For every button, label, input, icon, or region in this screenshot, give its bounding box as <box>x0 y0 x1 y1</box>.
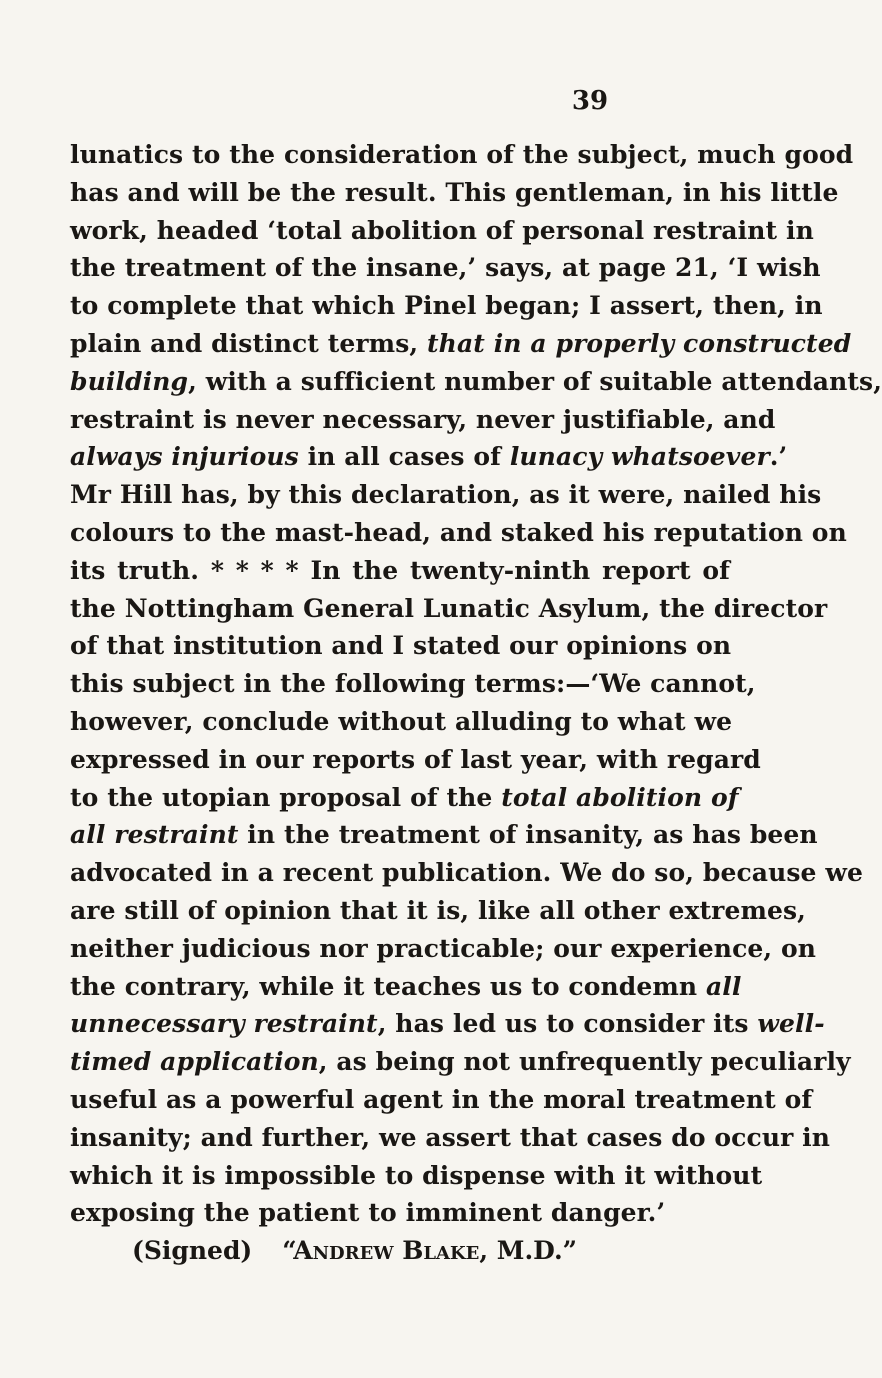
signed-label: (Signed) <box>132 1236 253 1266</box>
text-run: of that institution and I stated our opinions on <box>70 631 732 661</box>
text-run: .’ <box>769 442 788 472</box>
italic-text-run: well- <box>757 1009 825 1039</box>
text-run: , has led us to consider its <box>377 1009 758 1039</box>
text-line <box>70 287 823 325</box>
text-line <box>70 590 828 628</box>
text-line <box>70 136 854 174</box>
text-line <box>70 514 847 552</box>
text-line <box>70 968 742 1006</box>
text-run: useful as a powerful agent in the moral treatment of <box>70 1084 813 1114</box>
text-line <box>70 854 863 892</box>
italic-text-run: lunacy whatsoever <box>509 442 770 472</box>
text-line <box>70 930 817 968</box>
text-run: restraint is never necessary, never justifiable, and <box>70 404 776 434</box>
text-run: to complete that which Pinel began; I assert, then, in <box>70 291 823 321</box>
text-line <box>70 174 839 212</box>
text-run: its truth. * * * * In the twenty-ninth report of <box>70 555 730 585</box>
text-run: advocated in a recent publication. We do so, because we <box>70 858 863 888</box>
text-run: which it is impossible to dispense with it without <box>70 1160 763 1190</box>
text-line <box>70 1157 763 1195</box>
text-run: the Nottingham General Lunatic Asylum, the director <box>70 593 828 623</box>
text-run: plain and distinct terms, <box>70 328 428 358</box>
text-line <box>70 212 814 250</box>
italic-text-run: all <box>706 971 742 1001</box>
text-line <box>70 665 756 703</box>
text-line <box>70 1081 813 1119</box>
text-run: work, headed ‘total abolition of personal restraint in <box>70 215 814 245</box>
text-line <box>70 1005 825 1043</box>
text-run: exposing the patient to imminent danger.’ <box>70 1198 666 1228</box>
text-run: are still of opinion that it is, like all other extremes, <box>70 895 806 925</box>
body-text <box>70 136 882 1270</box>
text-line <box>70 363 882 401</box>
italic-text-run: that in a properly constructed <box>427 328 852 358</box>
text-run: , with a sufficient number of suitable attendants, <box>188 366 882 396</box>
text-run: lunatics to the consideration of the subject, much good <box>70 140 854 169</box>
text-line <box>70 438 788 476</box>
text-line <box>70 1194 730 1232</box>
italic-text-run: building <box>70 366 189 396</box>
text-line <box>70 552 730 590</box>
text-line <box>70 779 739 817</box>
signatory-name: “Andrew Blake, M.D.” <box>282 1236 578 1266</box>
text-run: neither judicious nor practicable; our experience, on <box>70 933 817 963</box>
italic-text-run: always injurious <box>70 442 299 472</box>
text-run: the contrary, while it teaches us to condemn <box>70 971 706 1001</box>
text-line <box>70 892 806 930</box>
text-run: , as being not unfrequently peculiarly <box>318 1047 851 1077</box>
text-run: insanity; and further, we assert that cases do occur in <box>70 1122 831 1152</box>
text-run: has and will be the result. This gentleman, in his little <box>70 177 839 207</box>
text-run: to the utopian proposal of the <box>70 782 502 812</box>
italic-text-run: unnecessary restraint <box>70 1009 378 1039</box>
text-line <box>70 249 821 287</box>
italic-text-run: total abolition of <box>501 782 739 812</box>
italic-text-run: all restraint <box>70 820 239 850</box>
text-line <box>70 741 761 779</box>
text-line <box>70 401 776 439</box>
text-line <box>70 627 730 665</box>
text-run: in all cases of <box>298 442 510 472</box>
text-line <box>70 703 733 741</box>
text-run: Mr Hill has, by this declaration, as it were, nailed his <box>70 480 822 510</box>
text-run: expressed in our reports of last year, with regard <box>70 744 761 774</box>
italic-text-run: timed application <box>70 1047 319 1077</box>
text-run: colours to the mast-head, and staked his reputation on <box>70 517 847 547</box>
page-number: 39 <box>571 86 609 116</box>
text-line <box>70 1119 831 1157</box>
text-run: however, conclude without alluding to what we <box>70 706 733 736</box>
signature-line <box>70 1232 730 1270</box>
text-run: in the treatment of insanity, as has been <box>238 820 818 850</box>
text-run: this subject in the following terms:—‘We cannot, <box>70 669 756 699</box>
text-line <box>70 476 822 514</box>
text-line <box>70 325 852 363</box>
text-run: the treatment of the insane,’ says, at page 21, ‘I wish <box>70 253 821 283</box>
text-line <box>70 816 818 854</box>
text-line <box>70 1043 851 1081</box>
